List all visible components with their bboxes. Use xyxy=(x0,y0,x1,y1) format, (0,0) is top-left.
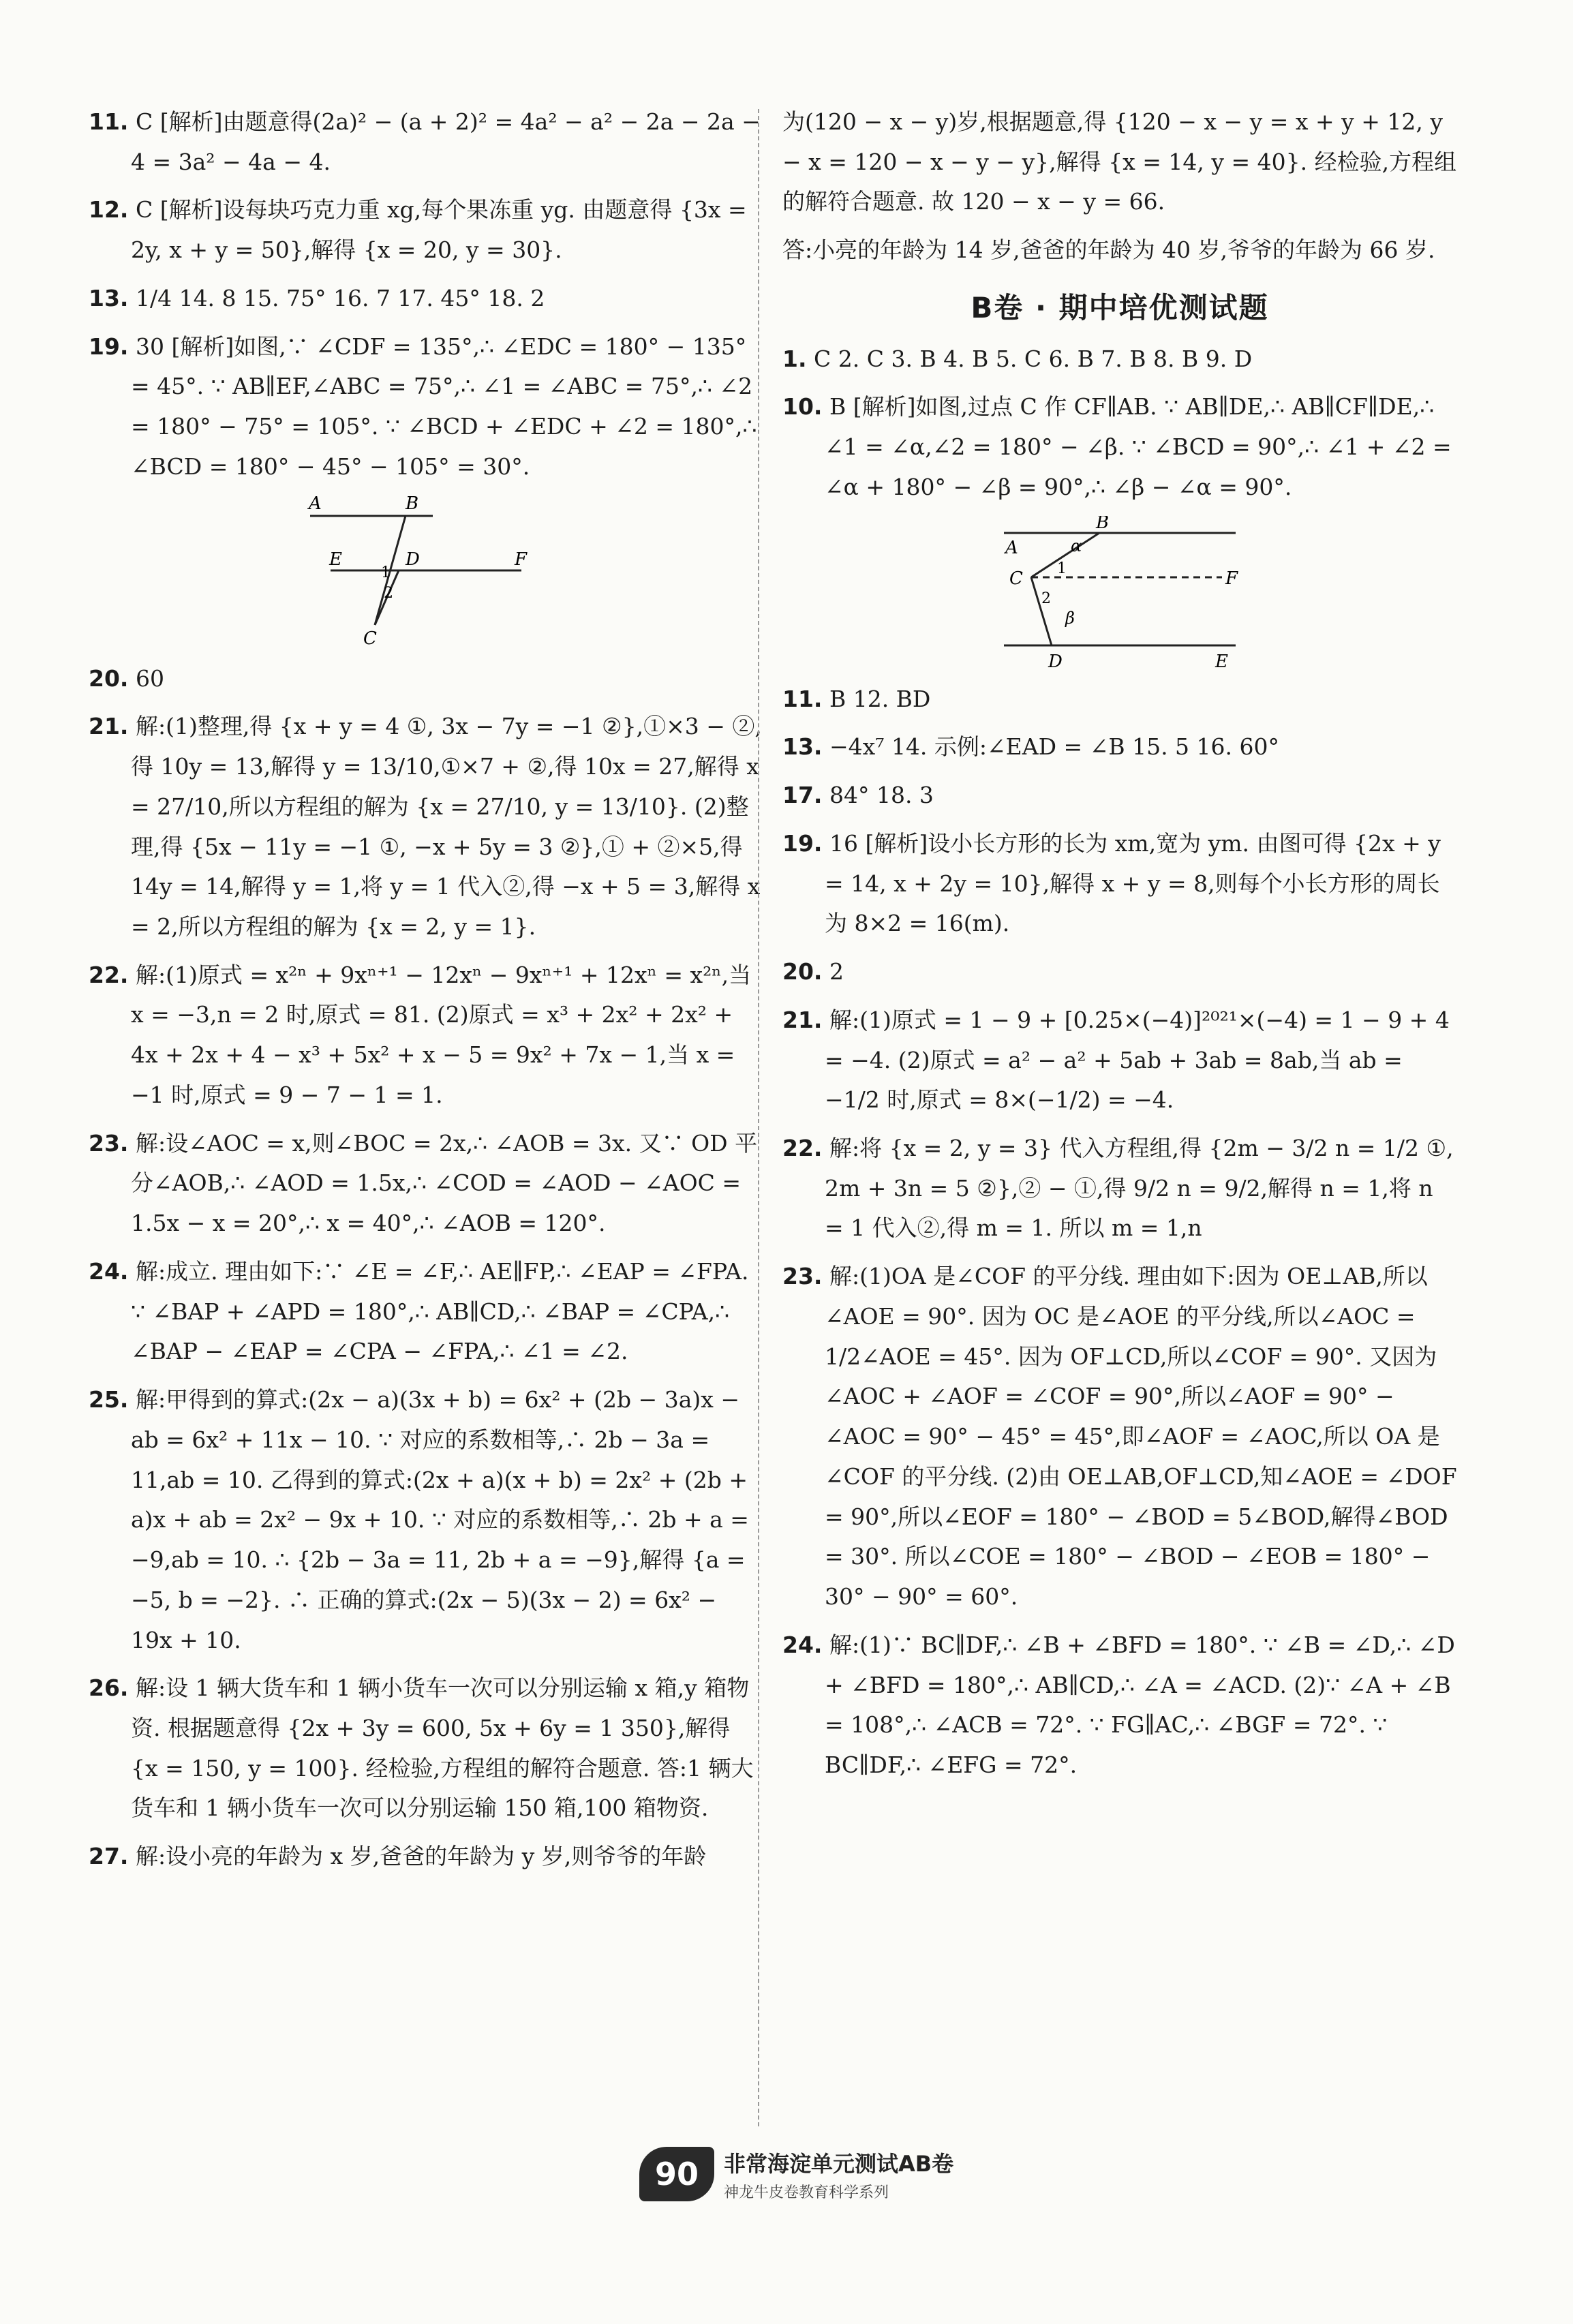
answer-27-continued: 为(120 − x − y)岁,根据题意,得 {120 − x − y = x + y + 12, y − x = 120 − x − y − y},解得 {x = 14, y = 40}. 经检验,方程组的解符合题意. 故 120 − x − y = 66. xyxy=(782,108,1457,215)
svg-text:D: D xyxy=(406,549,420,570)
svg-text:D: D xyxy=(1048,651,1063,672)
left-column xyxy=(89,102,763,1885)
section-title: B卷 · 期中培优测试题 xyxy=(971,290,1269,324)
svg-text:F: F xyxy=(1225,568,1238,589)
answer-25: 25. 解:甲得到的算式:(2x − a)(3x + b) = 6x² + (2b − 3a)x − ab = 6x² + 11x − 10. ∵ 对应的系数相等,∴ 2b − 3a = 11,ab = 10. 乙得到的算式:(2x + a)(x + b) = 2x² + (2b + a)x + ab = 2x² − 9x + 10. ∵ 对应的系数相等,∴ 2b + a = −9,ab = 10. ∴ {2b − 3a = 11, 2b + a = −9},解得 {a = −5, b = −2}. ∴ 正确的算式:(2x − 5)(3x − 2) = 6x² − 19x + 10. xyxy=(89,1386,749,1653)
svg-text:F: F xyxy=(515,549,528,570)
answer-19: 19. 30 [解析]如图,∵ ∠CDF = 135°,∴ ∠EDC = 180° − 135° = 45°. ∵ AB∥EF,∠ABC = 75°,∴ ∠1 = ∠ABC = 75°,∴ ∠2 = 180° − 75° = 105°. ∵ ∠BCD + ∠EDC + ∠2 = 180°,∴ ∠BCD = 180° − 45° − 105° = 30°. xyxy=(89,333,757,480)
svg-text:β: β xyxy=(1065,608,1075,628)
answer-26: 26. 解:设 1 辆大货车和 1 辆小货车一次可以分别运输 x 箱,y 箱物资. 根据题意得 {2x + 3y = 600, 5x + 6y = 1 350},解得 {x = 150, y = 100}. 经检验,方程组的解符合题意. 答:1 辆大货车和 1 辆小货车一次可以分别运输 150 箱,100 箱物资. xyxy=(89,1675,754,1822)
brand-subtitle: 神龙牛皮卷教育科学系列 xyxy=(724,2184,889,2201)
svg-text:A: A xyxy=(1005,537,1018,558)
page-footer xyxy=(0,2140,1573,2215)
answer-22: 22. 解:(1)原式 = x²ⁿ + 9xⁿ⁺¹ − 12xⁿ − 9xⁿ⁺¹ + 12xⁿ = x²ⁿ,当 x = −3,n = 2 时,原式 = 81. (2)原式 = x³ + 2x² + 2x² + 4x + 2x + 4 − x³ + 5x² + x − 5 = 9x² + 7x − 1,当 x = −1 时,原式 = 9 − 7 − 1 = 1. xyxy=(89,961,752,1108)
svg-text:C: C xyxy=(363,628,377,649)
answer-27-conclusion: 答:小亮的年龄为 14 岁,爸爸的年龄为 40 岁,爷爷的年龄为 66 岁. xyxy=(782,236,1435,264)
answers-13-18: 13. 1/4 14. 8 15. 75° 16. 7 17. 45° 18. 2 xyxy=(89,284,545,311)
right-column xyxy=(782,102,1457,1794)
answer-24: 24. 解:成立. 理由如下:∵ ∠E = ∠F,∴ AE∥FP,∴ ∠EAP = ∠FPA. ∵ ∠BAP + ∠APD = 180°,∴ AB∥CD,∴ ∠BAP = ∠CPA,∴ ∠BAP − ∠EAP = ∠CPA − ∠FPA,∴ ∠1 = ∠2. xyxy=(89,1257,749,1365)
answer-27: 27. 解:设小亮的年龄为 x 岁,爸爸的年龄为 y 岁,则爷爷的年龄 xyxy=(89,1843,707,1870)
answer-b20: 20. 2 xyxy=(782,958,844,985)
answer-21: 21. 解:(1)整理,得 {x + y = 4 ①, 3x − 7y = −1 ②},①×3 − ②,得 10y = 13,解得 y = 13/10,①×7 + ②,得 10x = 27,解得 x = 27/10,所以方程组的解为 {x = 27/10, y = 13/10}. (2)整理,得 {5x − 11y = −1 ①, −x + 5y = 3 ②},① + ②×5,得 14y = 14,解得 y = 1,将 y = 1 代入②,得 −x + 5 = 3,解得 x = 2,所以方程组的解为 {x = 2, y = 1}. xyxy=(89,713,762,941)
answers-b11-12: 11. B 12. BD xyxy=(782,685,931,712)
svg-text:E: E xyxy=(1215,651,1228,672)
answer-20: 20. 60 xyxy=(89,664,164,692)
svg-text:E: E xyxy=(329,549,342,570)
answer-b23: 23. 解:(1)OA 是∠COF 的平分线. 理由如下:因为 OE⊥AB,所以∠AOE = 90°. 因为 OC 是∠AOE 的平分线,所以∠AOC = 1/2∠AOE = 45°. 因为 OF⊥CD,所以∠COF = 90°. 又因为∠AOC + ∠AOF = ∠COF = 90°,所以∠AOF = 90° − ∠AOC = 90° − 45° = 45°,即∠AOF = ∠AOC,所以 OA 是∠COF 的平分线. (2)由 OE⊥AB,OF⊥CD,知∠AOE = ∠DOF = 90°,所以∠EOF = 180° − ∠BOD = 5∠BOD,解得∠BOD = 30°. 所以∠COE = 180° − ∠BOD − ∠EOB = 180° − 30° − 90° = 60°. xyxy=(782,1263,1457,1610)
column-divider xyxy=(758,109,759,2126)
svg-text:1: 1 xyxy=(381,564,391,581)
figure-10-diagram xyxy=(990,516,1249,673)
svg-text:1: 1 xyxy=(1057,560,1067,577)
svg-text:2: 2 xyxy=(384,584,393,602)
answers-b13-16: 13. −4x⁷ 14. 示例:∠EAD = ∠B 15. 5 16. 60° xyxy=(782,733,1280,761)
figure-19-diagram xyxy=(296,495,555,652)
answer-b10: 10. B [解析]如图,过点 C 作 CF∥AB. ∵ AB∥DE,∴ AB∥CF∥DE,∴ ∠1 = ∠α,∠2 = 180° − ∠β. ∵ ∠BCD = 90°,∴ ∠1 + ∠2 = ∠α + 180° − ∠β = 90°,∴ ∠β − ∠α = 90°. xyxy=(782,393,1452,500)
answer-11: 11. C [解析]由题意得(2a)² − (a + 2)² = 4a² − a² − 2a − 2a − 4 = 3a² − 4a − 4. xyxy=(89,108,761,175)
svg-text:A: A xyxy=(309,495,322,514)
answer-23: 23. 解:设∠AOC = x,则∠BOC = 2x,∴ ∠AOB = 3x. 又∵ OD 平分∠AOB,∴ ∠AOD = 1.5x,∴ ∠COD = ∠AOD − ∠AOC = 1.5x − x = 20°,∴ x = 40°,∴ ∠AOB = 120°. xyxy=(89,1129,758,1237)
svg-text:B: B xyxy=(1096,515,1110,533)
page-number: 90 xyxy=(639,2147,714,2201)
answer-b24: 24. 解:(1)∵ BC∥DF,∴ ∠B + ∠BFD = 180°. ∵ ∠B = ∠D,∴ ∠D + ∠BFD = 180°,∴ AB∥CD,∴ ∠A = ∠ACD. (2)∵ ∠A + ∠B = 108°,∴ ∠ACB = 72°. ∵ FG∥AC,∴ ∠BGF = 72°. ∵ BC∥DF,∴ ∠EFG = 72°. xyxy=(782,1631,1455,1778)
brand-block xyxy=(724,2147,953,2202)
answers-b17-18: 17. 84° 18. 3 xyxy=(782,782,934,809)
answers-1-9: 1. C 2. C 3. B 4. B 5. C 6. B 7. B 8. B 9. D xyxy=(782,345,1253,372)
answer-b22: 22. 解:将 {x = 2, y = 3} 代入方程组,得 {2m − 3/2 n = 1/2 ①, 2m + 3n = 5 ②},② − ①,得 9/2 n = 9/2,解得 n = 1,将 n = 1 代入②,得 m = 1. 所以 m = 1,n xyxy=(782,1134,1454,1242)
svg-text:2: 2 xyxy=(1041,590,1051,607)
answer-12: 12. C [解析]设每块巧克力重 xg,每个果冻重 yg. 由题意得 {3x = 2y, x + y = 50},解得 {x = 20, y = 30}. xyxy=(89,196,747,264)
brand-title: 非常海淀单元测试AB卷 xyxy=(724,2151,954,2177)
answer-b19: 19. 16 [解析]设小长方形的长为 xm,宽为 ym. 由图可得 {2x + y = 14, x + 2y = 10},解得 x + y = 8,则每个小长方形的周长为 8×2 = 16(m). xyxy=(782,829,1441,937)
svg-text:α: α xyxy=(1071,536,1082,555)
answer-b21: 21. 解:(1)原式 = 1 − 9 + [0.25×(−4)]²⁰²¹×(−4) = 1 − 9 + 4 = −4. (2)原式 = a² − a² + 5ab + 3ab = 8ab,当 ab = −1/2 时,原式 = 8×(−1/2) = −4. xyxy=(782,1006,1450,1114)
svg-text:C: C xyxy=(1009,568,1023,589)
svg-text:B: B xyxy=(406,495,419,514)
